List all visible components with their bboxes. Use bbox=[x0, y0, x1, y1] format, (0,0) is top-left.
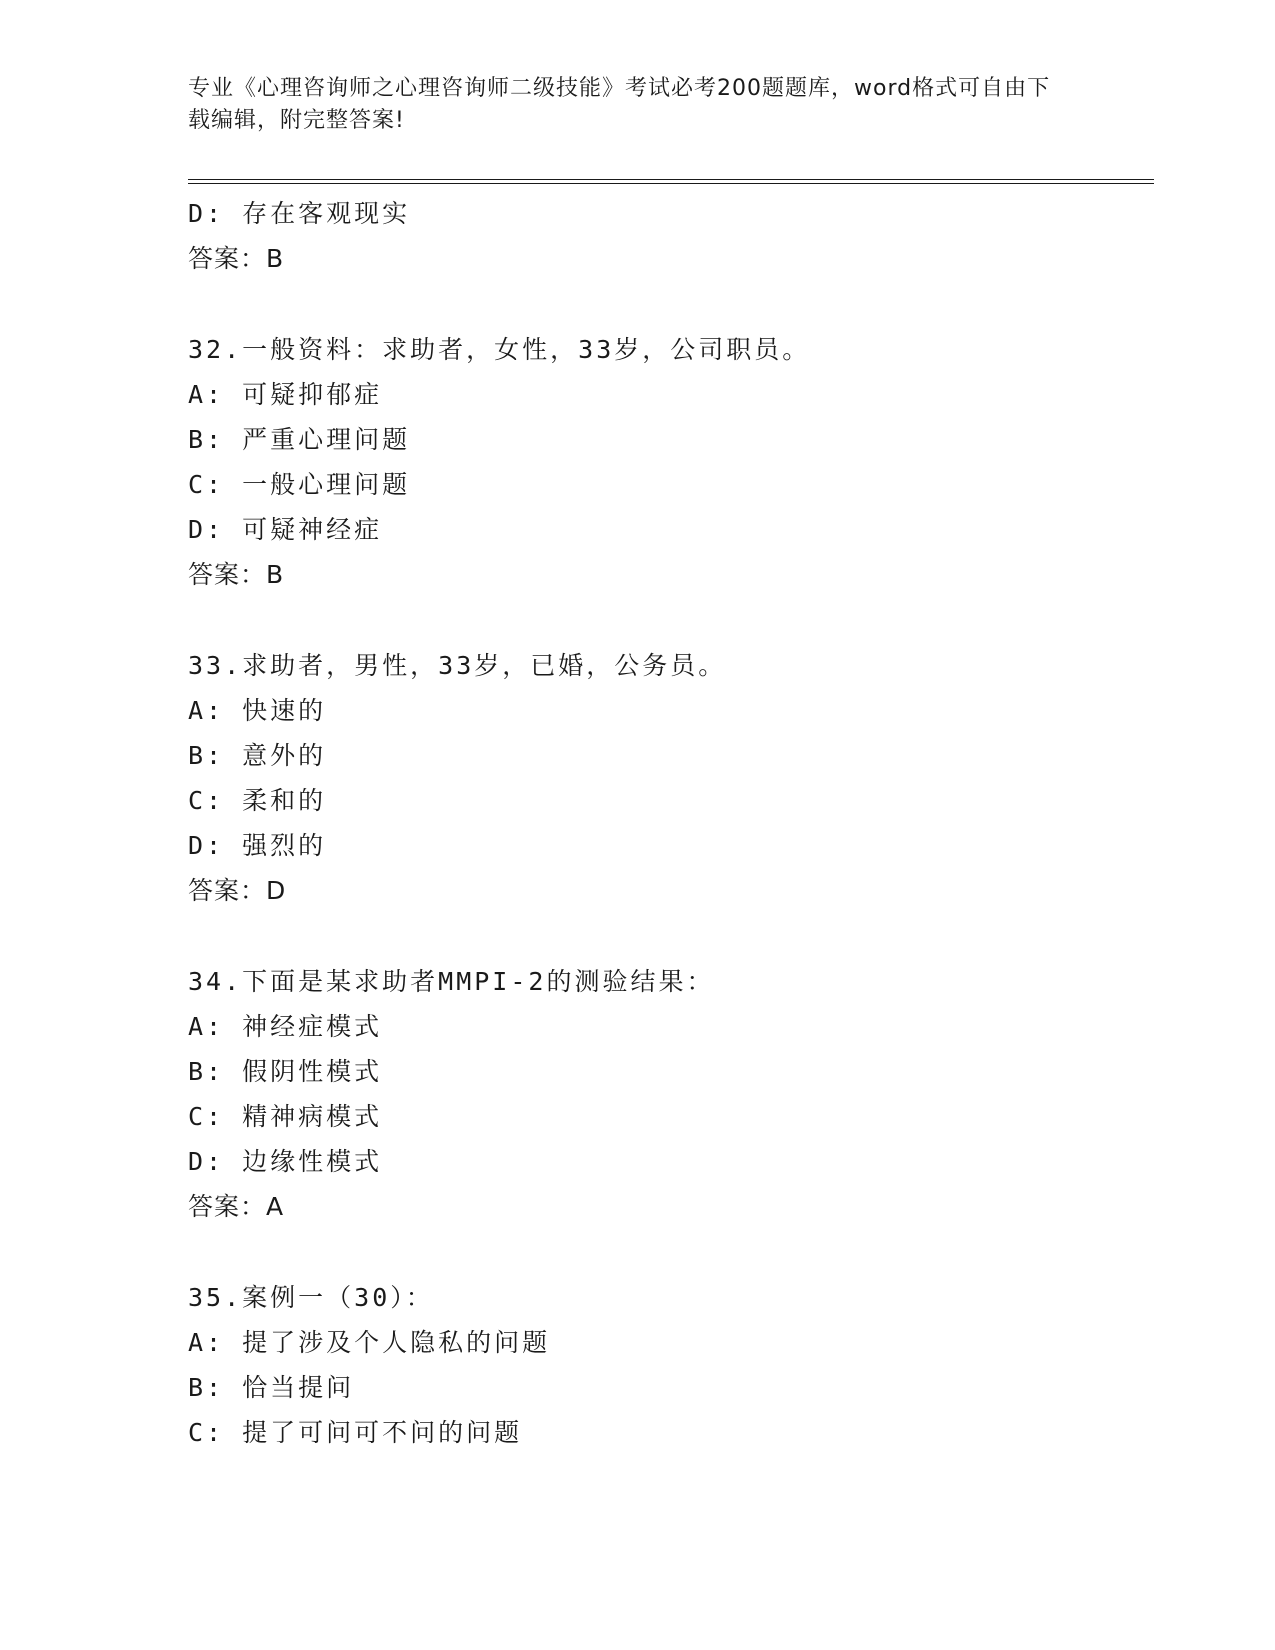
question-35 bbox=[188, 1275, 1154, 1455]
spacer bbox=[188, 913, 1154, 959]
option-d: D: 强烈的 bbox=[188, 831, 327, 860]
question-32 bbox=[188, 327, 1154, 597]
answer-line: 答案：B bbox=[188, 560, 285, 589]
option-c: C: 精神病模式 bbox=[188, 1102, 383, 1131]
option-a: A: 快速的 bbox=[188, 696, 327, 725]
answer-line: 答案：B bbox=[188, 244, 285, 273]
option-c: C: 一般心理问题 bbox=[188, 470, 411, 499]
option-d: D: 边缘性模式 bbox=[188, 1147, 383, 1176]
question-stem: 34.下面是某求助者MMPI-2的测验结果： bbox=[188, 967, 715, 996]
option-b: B: 意外的 bbox=[188, 741, 327, 770]
option-a: A: 可疑抑郁症 bbox=[188, 380, 383, 409]
option-d: D: 可疑神经症 bbox=[188, 515, 383, 544]
spacer bbox=[188, 281, 1154, 327]
header-divider-top bbox=[188, 179, 1154, 180]
document-header: 专业《心理咨询师之心理咨询师二级技能》考试必考200题题库，word格式可自由下载编辑，附完整答案! bbox=[188, 76, 1051, 133]
option-b: B: 恰当提问 bbox=[188, 1373, 355, 1402]
answer-line: 答案：A bbox=[188, 1192, 285, 1221]
spacer bbox=[188, 1229, 1154, 1275]
question-list bbox=[188, 191, 1154, 1455]
header-divider-bottom bbox=[188, 183, 1154, 184]
question-stem: 33.求助者，男性，33岁，已婚，公务员。 bbox=[188, 651, 727, 680]
answer-line: 答案：D bbox=[188, 876, 287, 905]
option-b: B: 假阴性模式 bbox=[188, 1057, 383, 1086]
option-c: C: 柔和的 bbox=[188, 786, 327, 815]
question-33 bbox=[188, 643, 1154, 913]
option-b: B: 严重心理问题 bbox=[188, 425, 411, 454]
question-stem: 32.一般资料：求助者，女性，33岁，公司职员。 bbox=[188, 335, 811, 364]
spacer bbox=[188, 597, 1154, 643]
option-a: A: 神经症模式 bbox=[188, 1012, 383, 1041]
option-d: D: 存在客观现实 bbox=[188, 199, 411, 228]
option-c: C: 提了可问可不问的问题 bbox=[188, 1418, 523, 1447]
question-stem: 35.案例一（30）： bbox=[188, 1283, 434, 1312]
question-34 bbox=[188, 959, 1154, 1229]
option-a: A: 提了涉及个人隐私的问题 bbox=[188, 1328, 551, 1357]
